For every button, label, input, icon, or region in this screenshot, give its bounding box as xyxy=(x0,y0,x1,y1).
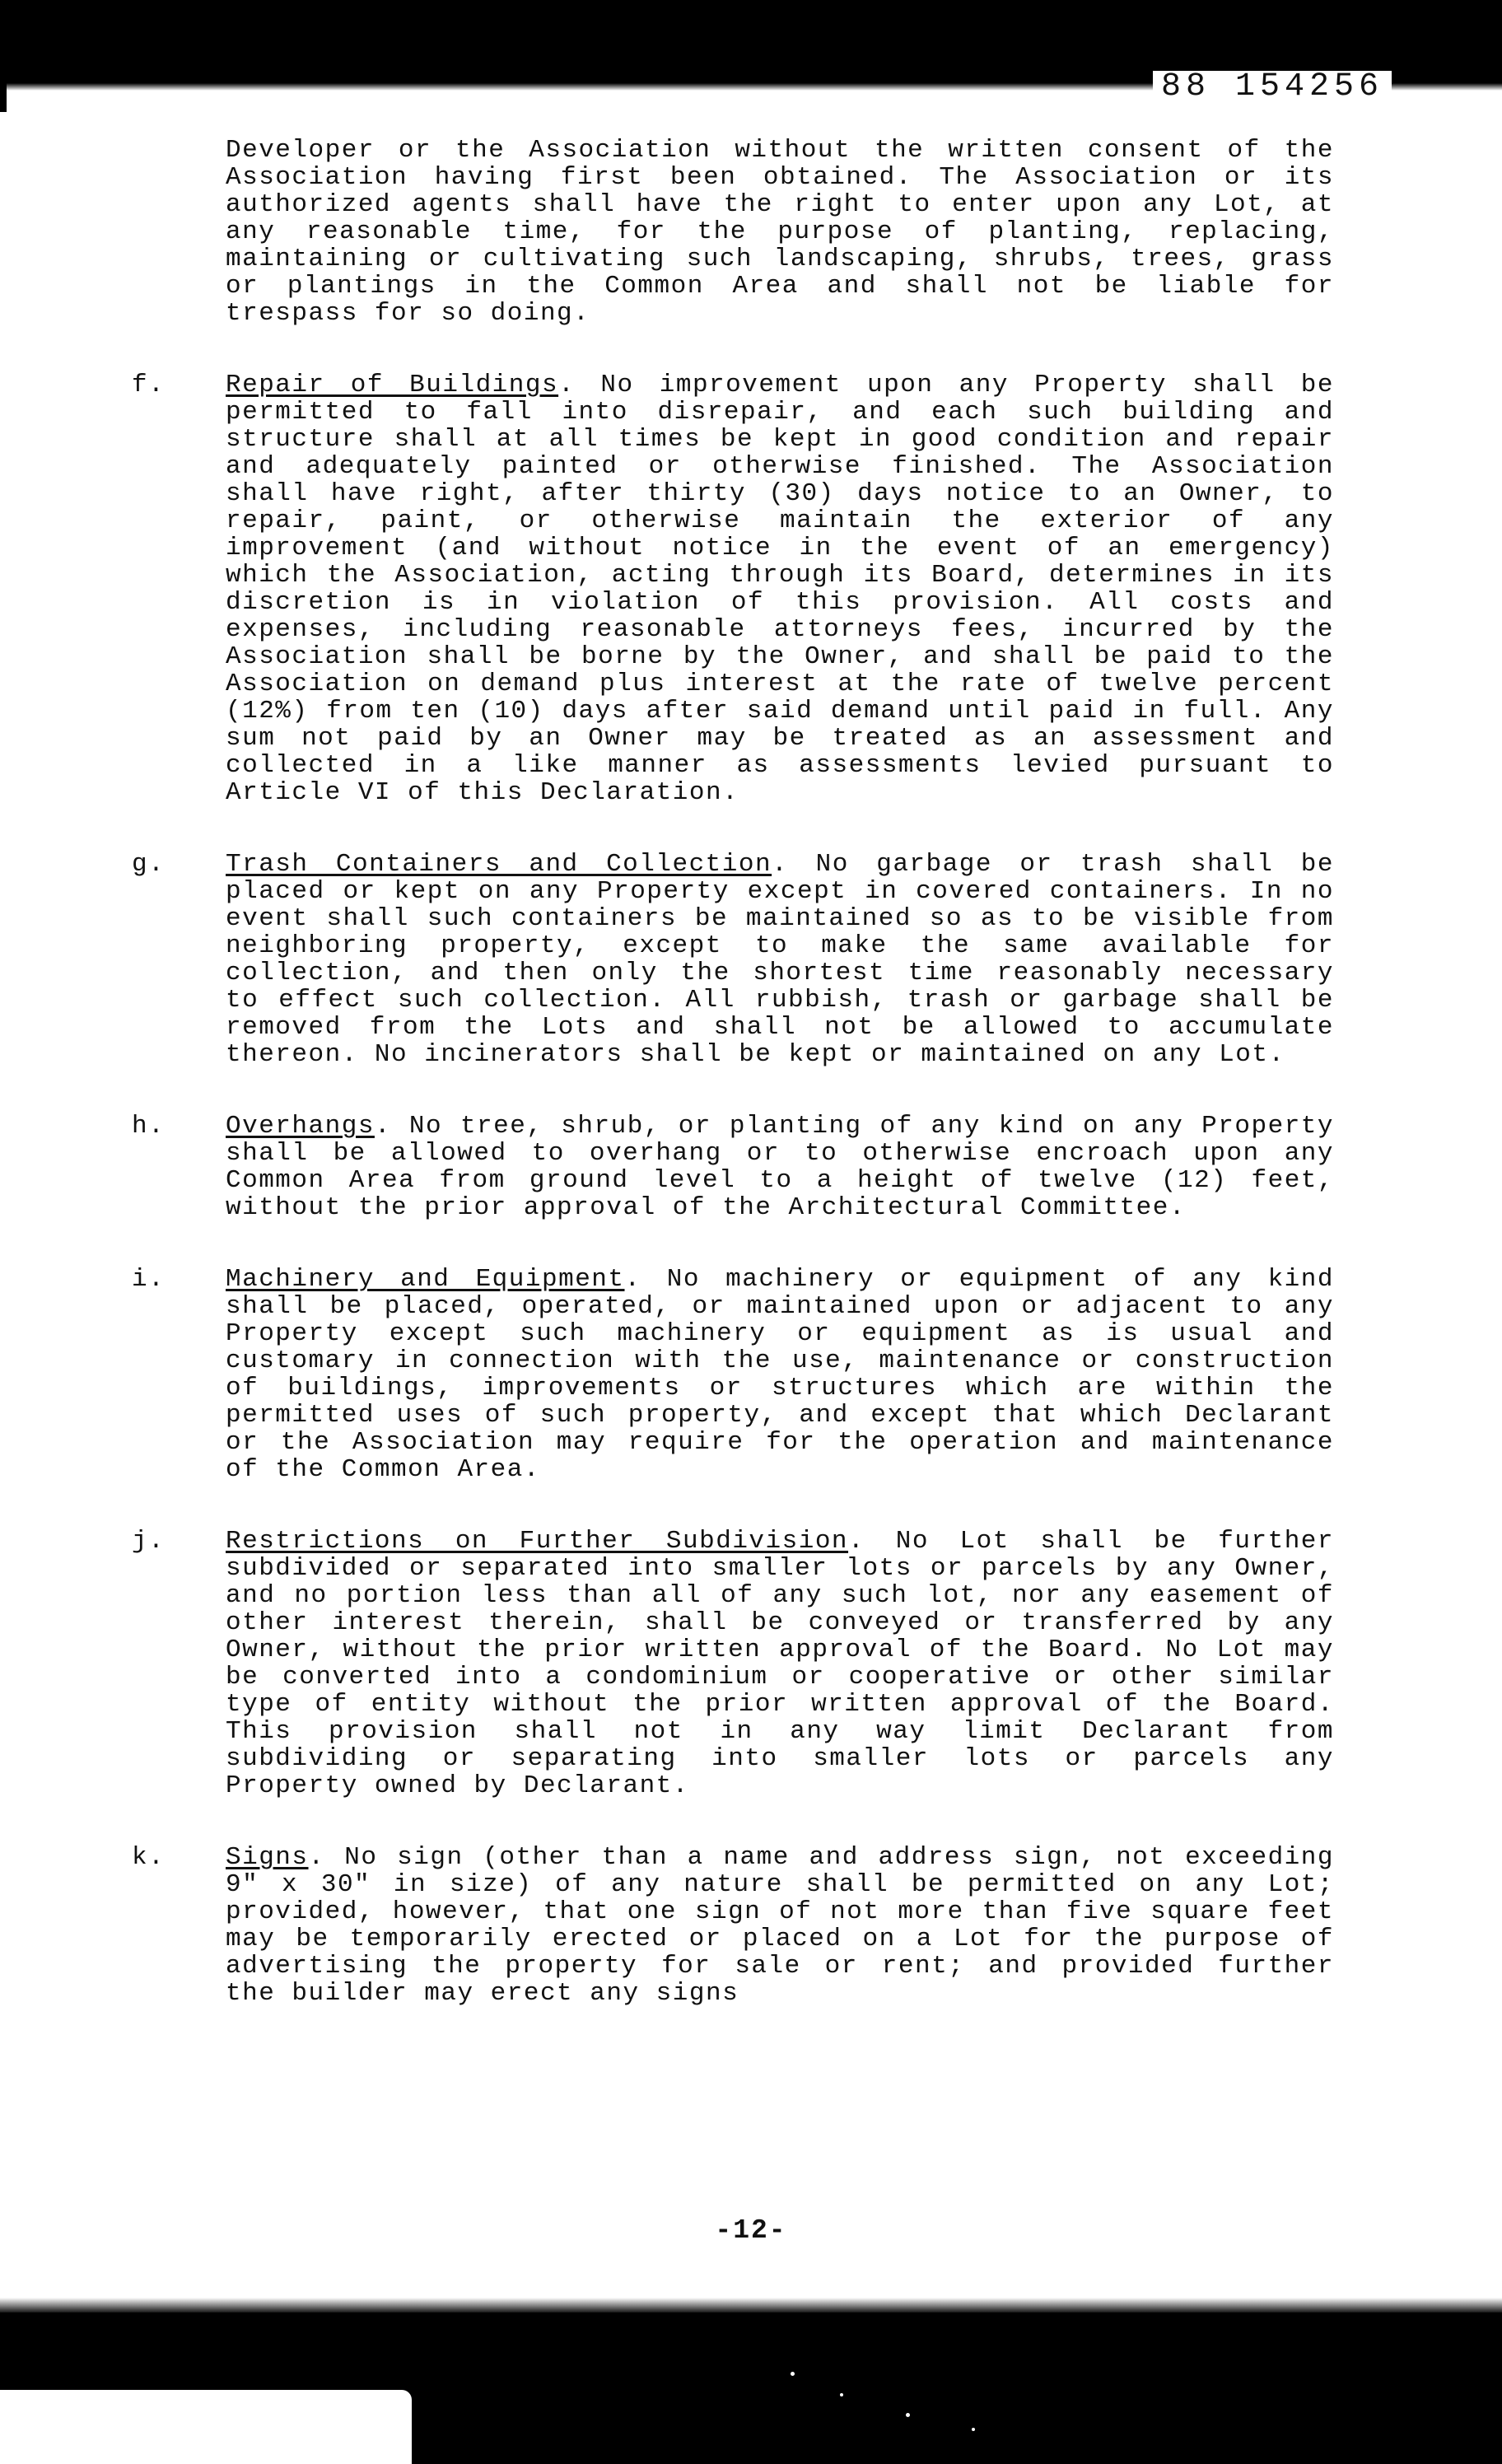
scan-label-area xyxy=(0,2390,412,2464)
section-marker: g. xyxy=(132,850,166,879)
section-body: . No improvement upon any Property shall be permitted to fall into disrepair, and each such building and structure shall at all times be kept in good condition and repair and adequately painted or otherwise finished. The Association shall have right, after thirty (30) days notice to an Owner, to repair, paint, or otherwise maintain the exterior of any improvement (and without notice in the event of an emergency) which the Association, acting through its Board, determines in its discretion is in violation of this provision. All costs and expenses, including reasonable attorneys fees, incurred by the Association shall be borne by the Owner, and shall be paid to the Association on demand plus interest at the rate of twelve percent (12%) from ten (10) days after said demand until paid in full. Any sum not paid by an Owner may be treated as an assessment and collected in a like manner as assessments levied pursuant to Article VI of this Declaration. xyxy=(226,371,1334,807)
continuation-paragraph: Developer or the Association without the written consent of the Association having first been obtained. The Association or its authorized agents shall have the right to enter upon any Lot, at any reasonable time, for the purpose of planting, replacing, maintaining or cultivating such landscaping, shrubs, trees, grass or plantings in the Common Area and shall not be liable for trespass for so doing. xyxy=(226,136,1334,328)
section-heading: Overhangs xyxy=(226,1112,375,1141)
section-f xyxy=(132,371,1334,807)
scan-speck xyxy=(840,2393,843,2396)
section-heading: Repair of Buildings xyxy=(226,371,559,399)
section-body: . No tree, shrub, or planting of any kind on any Property shall be allowed to overhang or to otherwise encroach upon any Common Area from ground level to a height of twelve (12) feet, without the prior approval of the Architectural Committee. xyxy=(226,1112,1334,1222)
scan-speck xyxy=(972,2428,975,2431)
section-body: . No Lot shall be further subdivided or separated into smaller lots or parcels by any Owner, and no portion less than all of any such lot, nor any easement of other interest therein, shall be conveyed or transferred by any Owner, without the prior written approval of the Board. No Lot may be converted into a condominium or cooperative or other similar type of entity without the prior written approval of the Board. This provision shall not in any way limit Declarant from subdividing or separating into smaller lots or parcels any Property owned by Declarant. xyxy=(226,1527,1335,1800)
section-heading: Signs xyxy=(226,1843,309,1872)
section-marker: i. xyxy=(132,1265,166,1294)
section-heading: Machinery and Equipment xyxy=(226,1265,625,1294)
section-body: . No sign (other than a name and address sign, not exceeding 9" x 30" in size) of any nature shall be permitted on any Lot; provided, however, that one sign of not more than five square feet may be temporarily erected or placed on a Lot for the purpose of advertising the property for sale or rent; and provided further the builder may erect any signs xyxy=(226,1843,1334,2008)
section-j xyxy=(132,1527,1335,1800)
section-heading: Restrictions on Further Subdivision xyxy=(226,1527,849,1556)
section-marker: j. xyxy=(132,1527,166,1556)
section-body: . No garbage or trash shall be placed or kept on any Property except in covered containers. In no event shall such containers be maintained so as to be visible from neighboring property, except to make the same available for collection, and then only the shortest time reasonably necessary to effect such collection. All rubbish, trash or garbage shall be removed from the Lots and shall not be allowed to accumulate thereon. No incinerators shall be kept or maintained on any Lot. xyxy=(226,850,1335,1069)
section-marker: h. xyxy=(132,1112,166,1141)
section-marker: k. xyxy=(132,1843,166,1872)
document-number: 88 154256 xyxy=(1153,71,1392,99)
page-number: -12- xyxy=(715,2215,787,2246)
scan-top-border xyxy=(0,0,1502,79)
section-g xyxy=(132,850,1335,1069)
section-body: . No machinery or equipment of any kind shall be placed, operated, or maintained upon or adjacent to any Property except such machinery or equipment as is usual and customary in connection with the use, maintenance or construction of buildings, improvements or structures which are within the permitted uses of such property, and except that which Declarant or the Association may require for the operation and maintenance of the Common Area. xyxy=(226,1265,1334,1484)
section-heading: Trash Containers and Collection xyxy=(226,850,772,879)
section-k xyxy=(132,1843,1334,2008)
section-marker: f. xyxy=(132,371,166,399)
scan-speck xyxy=(791,2372,795,2376)
section-i xyxy=(132,1265,1334,1484)
document-body xyxy=(132,137,1334,2051)
section-h xyxy=(132,1112,1334,1222)
scan-speck xyxy=(906,2413,910,2417)
scan-bottom-shadow xyxy=(0,2298,1502,2314)
scan-left-edge xyxy=(0,79,7,112)
